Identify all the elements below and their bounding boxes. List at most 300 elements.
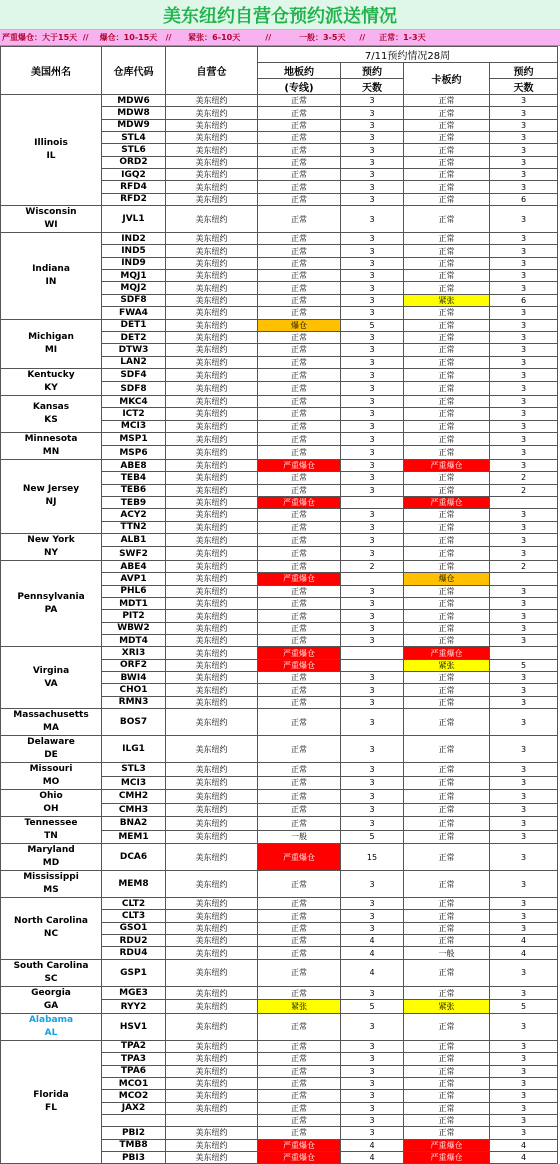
state-cell (1, 319, 102, 368)
floor-days: 3 (341, 986, 404, 1000)
table-row (1, 763, 558, 777)
card-status: 正常 (404, 1077, 490, 1089)
warehouse-code: MDW9 (102, 119, 166, 131)
state-abbr: IL (46, 151, 56, 162)
card-status: 正常 (404, 736, 490, 763)
owner-cell: 美东纽约 (166, 736, 258, 763)
floor-days: 3 (341, 696, 404, 708)
floor-days: 3 (341, 736, 404, 763)
floor-status: 严重爆仓 (258, 844, 341, 871)
owner-cell: 美东纽约 (166, 935, 258, 947)
floor-days: 3 (341, 1077, 404, 1089)
warehouse-code: ORD2 (102, 156, 166, 168)
owner-cell: 美东纽约 (166, 1000, 258, 1014)
card-status: 正常 (404, 331, 490, 343)
card-days: 3 (490, 356, 558, 368)
floor-days: 3 (341, 898, 404, 910)
owner-cell: 美东纽约 (166, 830, 258, 844)
state-cell (1, 459, 102, 533)
warehouse-code: STL4 (102, 132, 166, 144)
warehouse-code: MDT4 (102, 635, 166, 647)
table-row (1, 459, 558, 471)
floor-days: 3 (341, 446, 404, 460)
warehouse-code: WBW2 (102, 622, 166, 634)
card-days: 6 (490, 294, 558, 306)
state-name: Georgia (31, 987, 71, 998)
floor-status: 正常 (258, 119, 341, 131)
card-status: 严重爆仓 (404, 647, 490, 659)
floor-status: 正常 (258, 635, 341, 647)
floor-status: 正常 (258, 585, 341, 597)
floor-days: 3 (341, 193, 404, 205)
card-status: 正常 (404, 610, 490, 622)
card-days: 3 (490, 1013, 558, 1040)
card-status: 正常 (404, 922, 490, 934)
state-cell (1, 736, 102, 763)
floor-status: 正常 (258, 922, 341, 934)
floor-status: 正常 (258, 107, 341, 119)
floor-days: 3 (341, 270, 404, 282)
card-status: 正常 (404, 622, 490, 634)
floor-status: 正常 (258, 169, 341, 181)
floor-days: 3 (341, 598, 404, 610)
floor-status: 正常 (258, 420, 341, 432)
card-days: 3 (490, 319, 558, 331)
card-status: 正常 (404, 585, 490, 597)
card-days: 3 (490, 521, 558, 533)
table-row (1, 736, 558, 763)
owner-cell: 美东纽约 (166, 959, 258, 986)
table-row (1, 844, 558, 871)
owner-cell: 美东纽约 (166, 193, 258, 205)
floor-status: 正常 (258, 382, 341, 396)
state-cell (1, 432, 102, 459)
state-cell (1, 844, 102, 871)
card-status: 正常 (404, 1114, 490, 1126)
owner-cell: 美东纽约 (166, 257, 258, 269)
floor-days: 3 (341, 420, 404, 432)
warehouse-code: DET1 (102, 319, 166, 331)
table-row (1, 319, 558, 331)
floor-days: 3 (341, 1090, 404, 1102)
owner-cell: 美东纽约 (166, 509, 258, 521)
card-status: 正常 (404, 830, 490, 844)
card-days: 3 (490, 459, 558, 471)
owner-cell (166, 1114, 258, 1126)
card-days: 3 (490, 736, 558, 763)
floor-days: 5 (341, 319, 404, 331)
owner-cell: 美东纽约 (166, 844, 258, 871)
floor-days (341, 647, 404, 659)
floor-days (341, 573, 404, 585)
card-days (490, 647, 558, 659)
warehouse-code: TMB8 (102, 1139, 166, 1151)
state-cell (1, 790, 102, 817)
owner-cell: 美东纽约 (166, 282, 258, 294)
floor-days: 3 (341, 408, 404, 420)
card-days: 3 (490, 709, 558, 736)
card-status: 正常 (404, 1065, 490, 1077)
card-days: 3 (490, 420, 558, 432)
card-days: 2 (490, 560, 558, 572)
card-status: 正常 (404, 395, 490, 407)
state-abbr: GA (43, 1000, 59, 1011)
card-status: 正常 (404, 484, 490, 496)
owner-cell: 美东纽约 (166, 331, 258, 343)
state-cell (1, 959, 102, 986)
warehouse-code: SDF4 (102, 368, 166, 382)
floor-days: 3 (341, 368, 404, 382)
header-card-days: 预约 (490, 63, 558, 79)
floor-days: 3 (341, 622, 404, 634)
floor-days: 3 (341, 922, 404, 934)
floor-status: 正常 (258, 1102, 341, 1114)
owner-cell: 美东纽约 (166, 776, 258, 790)
card-status: 正常 (404, 763, 490, 777)
floor-days: 4 (341, 935, 404, 947)
state-name: Minnesota (24, 433, 78, 444)
table-row (1, 560, 558, 572)
owner-cell: 美东纽约 (166, 1090, 258, 1102)
state-name: Delaware (27, 737, 75, 748)
owner-cell: 美东纽约 (166, 684, 258, 696)
warehouse-code: RFD2 (102, 193, 166, 205)
warehouse-code: HSV1 (102, 1013, 166, 1040)
card-status: 正常 (404, 696, 490, 708)
state-abbr: PA (44, 604, 58, 615)
owner-cell: 美东纽约 (166, 344, 258, 356)
floor-status: 正常 (258, 307, 341, 319)
warehouse-code: MQJ1 (102, 270, 166, 282)
card-status: 紧张 (404, 1000, 490, 1014)
warehouse-code: TPA6 (102, 1065, 166, 1077)
card-days: 3 (490, 1114, 558, 1126)
floor-status: 正常 (258, 776, 341, 790)
card-days: 3 (490, 844, 558, 871)
state-cell (1, 533, 102, 560)
card-days: 3 (490, 1127, 558, 1139)
floor-status: 严重爆仓 (258, 1151, 341, 1163)
floor-status: 正常 (258, 509, 341, 521)
owner-cell: 美东纽约 (166, 319, 258, 331)
table-row (1, 95, 558, 107)
floor-status: 正常 (258, 245, 341, 257)
owner-cell: 美东纽约 (166, 432, 258, 446)
warehouse-code: TEB4 (102, 472, 166, 484)
card-status: 正常 (404, 1013, 490, 1040)
floor-status: 正常 (258, 947, 341, 959)
card-days: 3 (490, 344, 558, 356)
state-name: Tennessee (24, 818, 78, 829)
card-status: 正常 (404, 986, 490, 1000)
floor-days: 2 (341, 560, 404, 572)
floor-days: 3 (341, 521, 404, 533)
warehouse-code: MSP1 (102, 432, 166, 446)
floor-status: 正常 (258, 672, 341, 684)
floor-days: 3 (341, 1013, 404, 1040)
card-days: 3 (490, 986, 558, 1000)
card-status: 正常 (404, 790, 490, 804)
card-days: 4 (490, 947, 558, 959)
card-status: 一般 (404, 947, 490, 959)
owner-cell: 美东纽约 (166, 1077, 258, 1089)
warehouse-code: MEM8 (102, 871, 166, 898)
floor-days: 3 (341, 547, 404, 561)
state-abbr: NC (43, 929, 59, 940)
header-floor-days: 预约 (341, 63, 404, 79)
owner-cell: 美东纽约 (166, 119, 258, 131)
owner-cell: 美东纽约 (166, 817, 258, 831)
floor-days: 3 (341, 307, 404, 319)
state-cell (1, 817, 102, 844)
floor-status: 正常 (258, 935, 341, 947)
floor-days (341, 659, 404, 671)
warehouse-code: PBI2 (102, 1127, 166, 1139)
owner-cell: 美东纽约 (166, 573, 258, 585)
card-days: 3 (490, 395, 558, 407)
owner-cell: 美东纽约 (166, 1040, 258, 1052)
floor-days: 3 (341, 763, 404, 777)
floor-days: 3 (341, 245, 404, 257)
card-status: 正常 (404, 803, 490, 817)
warehouse-code: TPA2 (102, 1040, 166, 1052)
floor-status: 一般 (258, 830, 341, 844)
owner-cell: 美东纽约 (166, 169, 258, 181)
warehouse-code: BOS7 (102, 709, 166, 736)
card-status: 正常 (404, 420, 490, 432)
card-days: 3 (490, 1077, 558, 1089)
owner-cell: 美东纽约 (166, 395, 258, 407)
header-code: 仓库代码 (102, 47, 166, 95)
floor-days: 4 (341, 1139, 404, 1151)
owner-cell: 美东纽约 (166, 408, 258, 420)
card-days: 3 (490, 144, 558, 156)
card-days: 3 (490, 830, 558, 844)
floor-days: 3 (341, 382, 404, 396)
card-status: 正常 (404, 356, 490, 368)
state-cell (1, 709, 102, 736)
card-days: 3 (490, 803, 558, 817)
state-abbr: MS (43, 885, 59, 896)
warehouse-code: MDT1 (102, 598, 166, 610)
state-abbr: NY (43, 547, 59, 558)
card-days: 3 (490, 817, 558, 831)
card-days: 6 (490, 193, 558, 205)
warehouse-code: TEB6 (102, 484, 166, 496)
card-status: 正常 (404, 181, 490, 193)
card-days: 5 (490, 659, 558, 671)
state-cell (1, 395, 102, 432)
floor-status: 正常 (258, 610, 341, 622)
card-status: 正常 (404, 132, 490, 144)
warehouse-code: ABE8 (102, 459, 166, 471)
header-card-days-sub: 天数 (490, 79, 558, 95)
floor-days: 3 (341, 910, 404, 922)
owner-cell: 美东纽约 (166, 790, 258, 804)
floor-status: 正常 (258, 294, 341, 306)
header-floor-days-sub: 天数 (341, 79, 404, 95)
owner-cell: 美东纽约 (166, 294, 258, 306)
card-days: 3 (490, 132, 558, 144)
floor-status: 正常 (258, 257, 341, 269)
warehouse-code: IND5 (102, 245, 166, 257)
state-name: New York (27, 534, 75, 545)
card-days: 3 (490, 331, 558, 343)
state-abbr: IN (45, 276, 57, 287)
state-name: Florida (33, 1090, 69, 1101)
state-abbr: FL (45, 1103, 57, 1114)
floor-status: 正常 (258, 156, 341, 168)
floor-status: 正常 (258, 709, 341, 736)
state-abbr: MO (42, 777, 60, 788)
warehouse-code: STL6 (102, 144, 166, 156)
warehouse-code: CLT2 (102, 898, 166, 910)
card-status: 正常 (404, 521, 490, 533)
warehouse-code: RYY2 (102, 1000, 166, 1014)
owner-cell: 美东纽约 (166, 635, 258, 647)
card-status: 严重爆仓 (404, 1139, 490, 1151)
card-days: 3 (490, 684, 558, 696)
warehouse-code: JVL1 (102, 206, 166, 233)
floor-status: 正常 (258, 1065, 341, 1077)
card-status: 正常 (404, 684, 490, 696)
floor-days: 3 (341, 472, 404, 484)
floor-days: 4 (341, 1151, 404, 1163)
card-days: 3 (490, 1065, 558, 1077)
card-status: 正常 (404, 233, 490, 245)
card-days: 3 (490, 446, 558, 460)
state-name: Virgina (32, 665, 70, 676)
state-abbr: TN (44, 831, 58, 842)
card-status: 正常 (404, 245, 490, 257)
card-days: 4 (490, 1151, 558, 1163)
warehouse-code: ACY2 (102, 509, 166, 521)
card-days: 3 (490, 206, 558, 233)
floor-days: 3 (341, 817, 404, 831)
card-status: 严重爆仓 (404, 1151, 490, 1163)
owner-cell: 美东纽约 (166, 521, 258, 533)
state-name: Maryland (27, 845, 75, 856)
floor-days: 3 (341, 169, 404, 181)
warehouse-code: ALB1 (102, 533, 166, 547)
card-days: 3 (490, 95, 558, 107)
state-cell (1, 206, 102, 233)
floor-status: 正常 (258, 408, 341, 420)
card-status: 正常 (404, 776, 490, 790)
owner-cell: 美东纽约 (166, 672, 258, 684)
warehouse-code: DTW3 (102, 344, 166, 356)
card-days: 3 (490, 1040, 558, 1052)
warehouse-code: MDW6 (102, 95, 166, 107)
card-status: 正常 (404, 446, 490, 460)
floor-status: 正常 (258, 331, 341, 343)
owner-cell: 美东纽约 (166, 132, 258, 144)
warehouse-code: STL3 (102, 763, 166, 777)
owner-cell: 美东纽约 (166, 1065, 258, 1077)
card-days: 5 (490, 1000, 558, 1014)
state-name: Kansas (32, 401, 70, 412)
warehouse-code: MGE3 (102, 986, 166, 1000)
warehouse-code: RFD4 (102, 181, 166, 193)
state-cell (1, 1013, 102, 1040)
floor-days: 3 (341, 95, 404, 107)
floor-days: 3 (341, 1053, 404, 1065)
floor-days: 15 (341, 844, 404, 871)
floor-status: 正常 (258, 132, 341, 144)
warehouse-code: MCO1 (102, 1077, 166, 1089)
card-days: 3 (490, 169, 558, 181)
owner-cell: 美东纽约 (166, 898, 258, 910)
owner-cell: 美东纽约 (166, 420, 258, 432)
card-days: 3 (490, 1053, 558, 1065)
state-name: Ohio (39, 791, 63, 802)
state-abbr: KY (44, 382, 58, 393)
floor-days: 3 (341, 509, 404, 521)
warehouse-code: XRI3 (102, 647, 166, 659)
state-name: Wisconsin (25, 207, 77, 218)
card-status: 正常 (404, 169, 490, 181)
floor-days: 3 (341, 257, 404, 269)
owner-cell: 美东纽约 (166, 156, 258, 168)
warehouse-code: MEM1 (102, 830, 166, 844)
owner-cell: 美东纽约 (166, 233, 258, 245)
card-status: 严重爆仓 (404, 496, 490, 508)
card-status: 正常 (404, 257, 490, 269)
card-days: 3 (490, 368, 558, 382)
owner-cell: 美东纽约 (166, 356, 258, 368)
card-status: 正常 (404, 432, 490, 446)
card-status: 正常 (404, 319, 490, 331)
warehouse-code: ILG1 (102, 736, 166, 763)
warehouse-code: CMH2 (102, 790, 166, 804)
floor-status: 正常 (258, 684, 341, 696)
warehouse-code: BWI4 (102, 672, 166, 684)
floor-days: 5 (341, 830, 404, 844)
header-state: 美国州名 (1, 47, 102, 95)
state-cell (1, 763, 102, 790)
state-cell (1, 95, 102, 206)
table-row (1, 233, 558, 245)
table-row (1, 1013, 558, 1040)
table-row (1, 871, 558, 898)
owner-cell: 美东纽约 (166, 763, 258, 777)
state-abbr: DE (44, 750, 58, 761)
table-row (1, 898, 558, 910)
floor-status: 正常 (258, 356, 341, 368)
card-days: 3 (490, 959, 558, 986)
warehouse-code (102, 1114, 166, 1126)
card-status: 正常 (404, 509, 490, 521)
owner-cell: 美东纽约 (166, 181, 258, 193)
card-days: 4 (490, 1139, 558, 1151)
floor-days: 3 (341, 533, 404, 547)
state-name: Kentucky (27, 369, 75, 380)
owner-cell: 美东纽约 (166, 496, 258, 508)
floor-status: 正常 (258, 95, 341, 107)
owner-cell: 美东纽约 (166, 1127, 258, 1139)
card-days (490, 573, 558, 585)
owner-cell: 美东纽约 (166, 803, 258, 817)
card-status: 严重爆仓 (404, 459, 490, 471)
page-title: 美东纽约自营仓预约派送情况 (0, 0, 560, 30)
card-status: 正常 (404, 598, 490, 610)
card-status: 正常 (404, 910, 490, 922)
card-days: 4 (490, 935, 558, 947)
state-name: Pennsylvania (17, 591, 85, 602)
state-name: North Carolina (14, 916, 88, 927)
card-days: 3 (490, 181, 558, 193)
state-name: Alabama (28, 1014, 74, 1025)
